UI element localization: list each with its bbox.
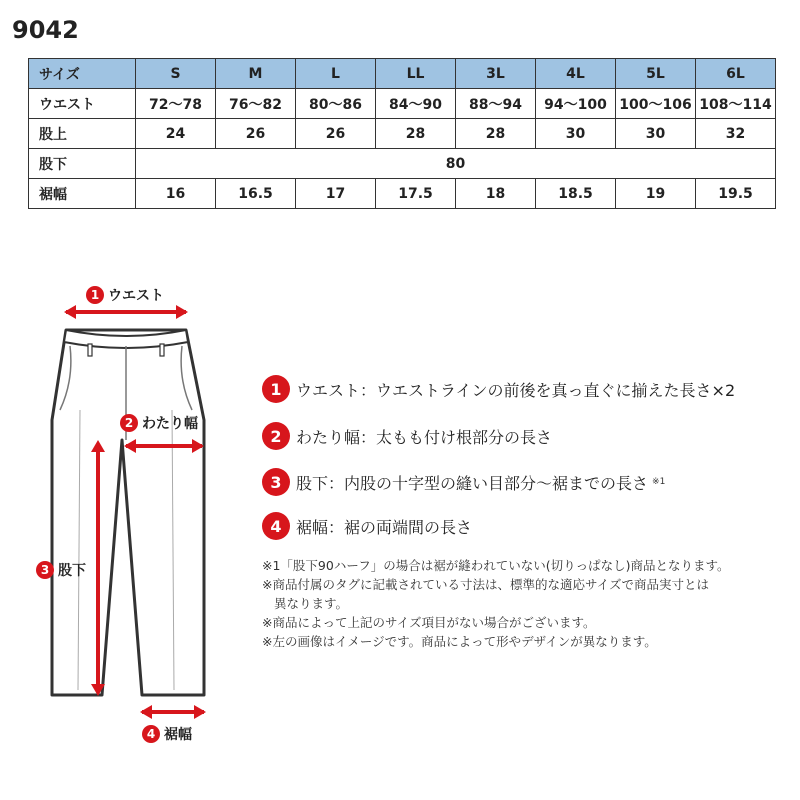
number-badge: 1 bbox=[86, 286, 104, 304]
table-row bbox=[29, 89, 776, 119]
table-cell: 76〜82 bbox=[216, 89, 296, 119]
legend-term: 股下 bbox=[296, 473, 329, 493]
legend-term: わたり幅 bbox=[296, 427, 361, 447]
table-cell: 32 bbox=[696, 119, 776, 149]
note-line: 異なります。 bbox=[274, 596, 349, 611]
table-cell: 17 bbox=[296, 179, 376, 209]
hem-label-text: 裾幅 bbox=[164, 727, 192, 743]
table-row bbox=[29, 119, 776, 149]
table-cell: 94〜100 bbox=[536, 89, 616, 119]
table-cell: 16.5 bbox=[216, 179, 296, 209]
row-label: 裾幅 bbox=[29, 179, 136, 209]
table-header-cell: M bbox=[216, 59, 296, 89]
legend-item bbox=[262, 468, 665, 496]
number-badge: 2 bbox=[262, 422, 290, 450]
waist-arrow bbox=[64, 305, 188, 319]
table-header-cell: 3L bbox=[456, 59, 536, 89]
table-cell: 28 bbox=[376, 119, 456, 149]
note-line: ※1「股下90ハーフ」の場合は裾が縫われていない(切りっぱなし)商品となります。 bbox=[262, 558, 730, 573]
table-cell: 88〜94 bbox=[456, 89, 536, 119]
row-label: 股上 bbox=[29, 119, 136, 149]
table-cell: 30 bbox=[536, 119, 616, 149]
number-badge: 1 bbox=[262, 375, 290, 403]
table-header-cell: 4L bbox=[536, 59, 616, 89]
legend-desc: ：太もも付け根部分の長さ bbox=[360, 427, 553, 447]
table-cell: 26 bbox=[216, 119, 296, 149]
hem-arrow bbox=[140, 705, 206, 719]
belt-loop bbox=[160, 344, 164, 356]
table-cell: 84〜90 bbox=[376, 89, 456, 119]
table-cell-spanning: 80 bbox=[136, 149, 776, 179]
table-cell: 17.5 bbox=[376, 179, 456, 209]
legend-item bbox=[262, 512, 472, 540]
table-cell: 19.5 bbox=[696, 179, 776, 209]
table-cell: 16 bbox=[136, 179, 216, 209]
legend-item bbox=[262, 375, 735, 403]
notes-block bbox=[262, 556, 782, 651]
table-cell: 72〜78 bbox=[136, 89, 216, 119]
number-badge: 4 bbox=[142, 725, 160, 743]
table-cell: 28 bbox=[456, 119, 536, 149]
pants-diagram bbox=[30, 280, 230, 750]
pants-outline bbox=[52, 330, 204, 695]
row-label: ウエスト bbox=[29, 89, 136, 119]
legend-footnote-ref: ※1 bbox=[652, 477, 666, 487]
table-row bbox=[29, 149, 776, 179]
legend-desc: ：裾の両端間の長さ bbox=[328, 517, 473, 537]
thigh-label-text: わたり幅 bbox=[142, 416, 198, 432]
note-line: ※左の画像はイメージです。商品によって形やデザインが異なります。 bbox=[262, 634, 657, 649]
legend-desc: ：内股の十字型の縫い目部分〜裾までの長さ bbox=[328, 473, 649, 493]
table-cell: 18 bbox=[456, 179, 536, 209]
table-header-cell: LL bbox=[376, 59, 456, 89]
number-badge: 2 bbox=[120, 414, 138, 432]
note-line: ※商品付属のタグに記載されている寸法は、標準的な適応サイズで商品実寸とは bbox=[262, 577, 709, 592]
waist-label-text: ウエスト bbox=[108, 288, 164, 304]
number-badge: 3 bbox=[262, 468, 290, 496]
hem-label bbox=[142, 724, 192, 744]
table-cell: 18.5 bbox=[536, 179, 616, 209]
inseam-label bbox=[36, 560, 86, 580]
table-cell: 30 bbox=[616, 119, 696, 149]
number-badge: 4 bbox=[262, 512, 290, 540]
row-label: 股下 bbox=[29, 149, 136, 179]
table-header-row bbox=[29, 59, 776, 89]
waist-label bbox=[86, 285, 164, 305]
belt-loop bbox=[88, 344, 92, 356]
legend-term: ウエスト bbox=[296, 380, 361, 400]
table-cell: 108〜114 bbox=[696, 89, 776, 119]
table-row bbox=[29, 179, 776, 209]
table-header-cell: 5L bbox=[616, 59, 696, 89]
table-header-cell: L bbox=[296, 59, 376, 89]
table-cell: 26 bbox=[296, 119, 376, 149]
table-header-cell: S bbox=[136, 59, 216, 89]
table-cell: 24 bbox=[136, 119, 216, 149]
legend-desc: ：ウエストラインの前後を真っ直ぐに揃えた長さ×2 bbox=[360, 380, 736, 400]
inseam-label-text: 股下 bbox=[58, 563, 86, 579]
table-header-cell: サイズ bbox=[29, 59, 136, 89]
number-badge: 3 bbox=[36, 561, 54, 579]
size-table bbox=[28, 58, 776, 209]
legend-term: 裾幅 bbox=[296, 517, 329, 537]
table-cell: 80〜86 bbox=[296, 89, 376, 119]
note-line: ※商品によって上記のサイズ項目がない場合がございます。 bbox=[262, 615, 596, 630]
thigh-label bbox=[120, 413, 198, 433]
table-cell: 19 bbox=[616, 179, 696, 209]
model-number: 9042 bbox=[12, 16, 79, 44]
table-cell: 100〜106 bbox=[616, 89, 696, 119]
table-header-cell: 6L bbox=[696, 59, 776, 89]
legend-item bbox=[262, 422, 552, 450]
